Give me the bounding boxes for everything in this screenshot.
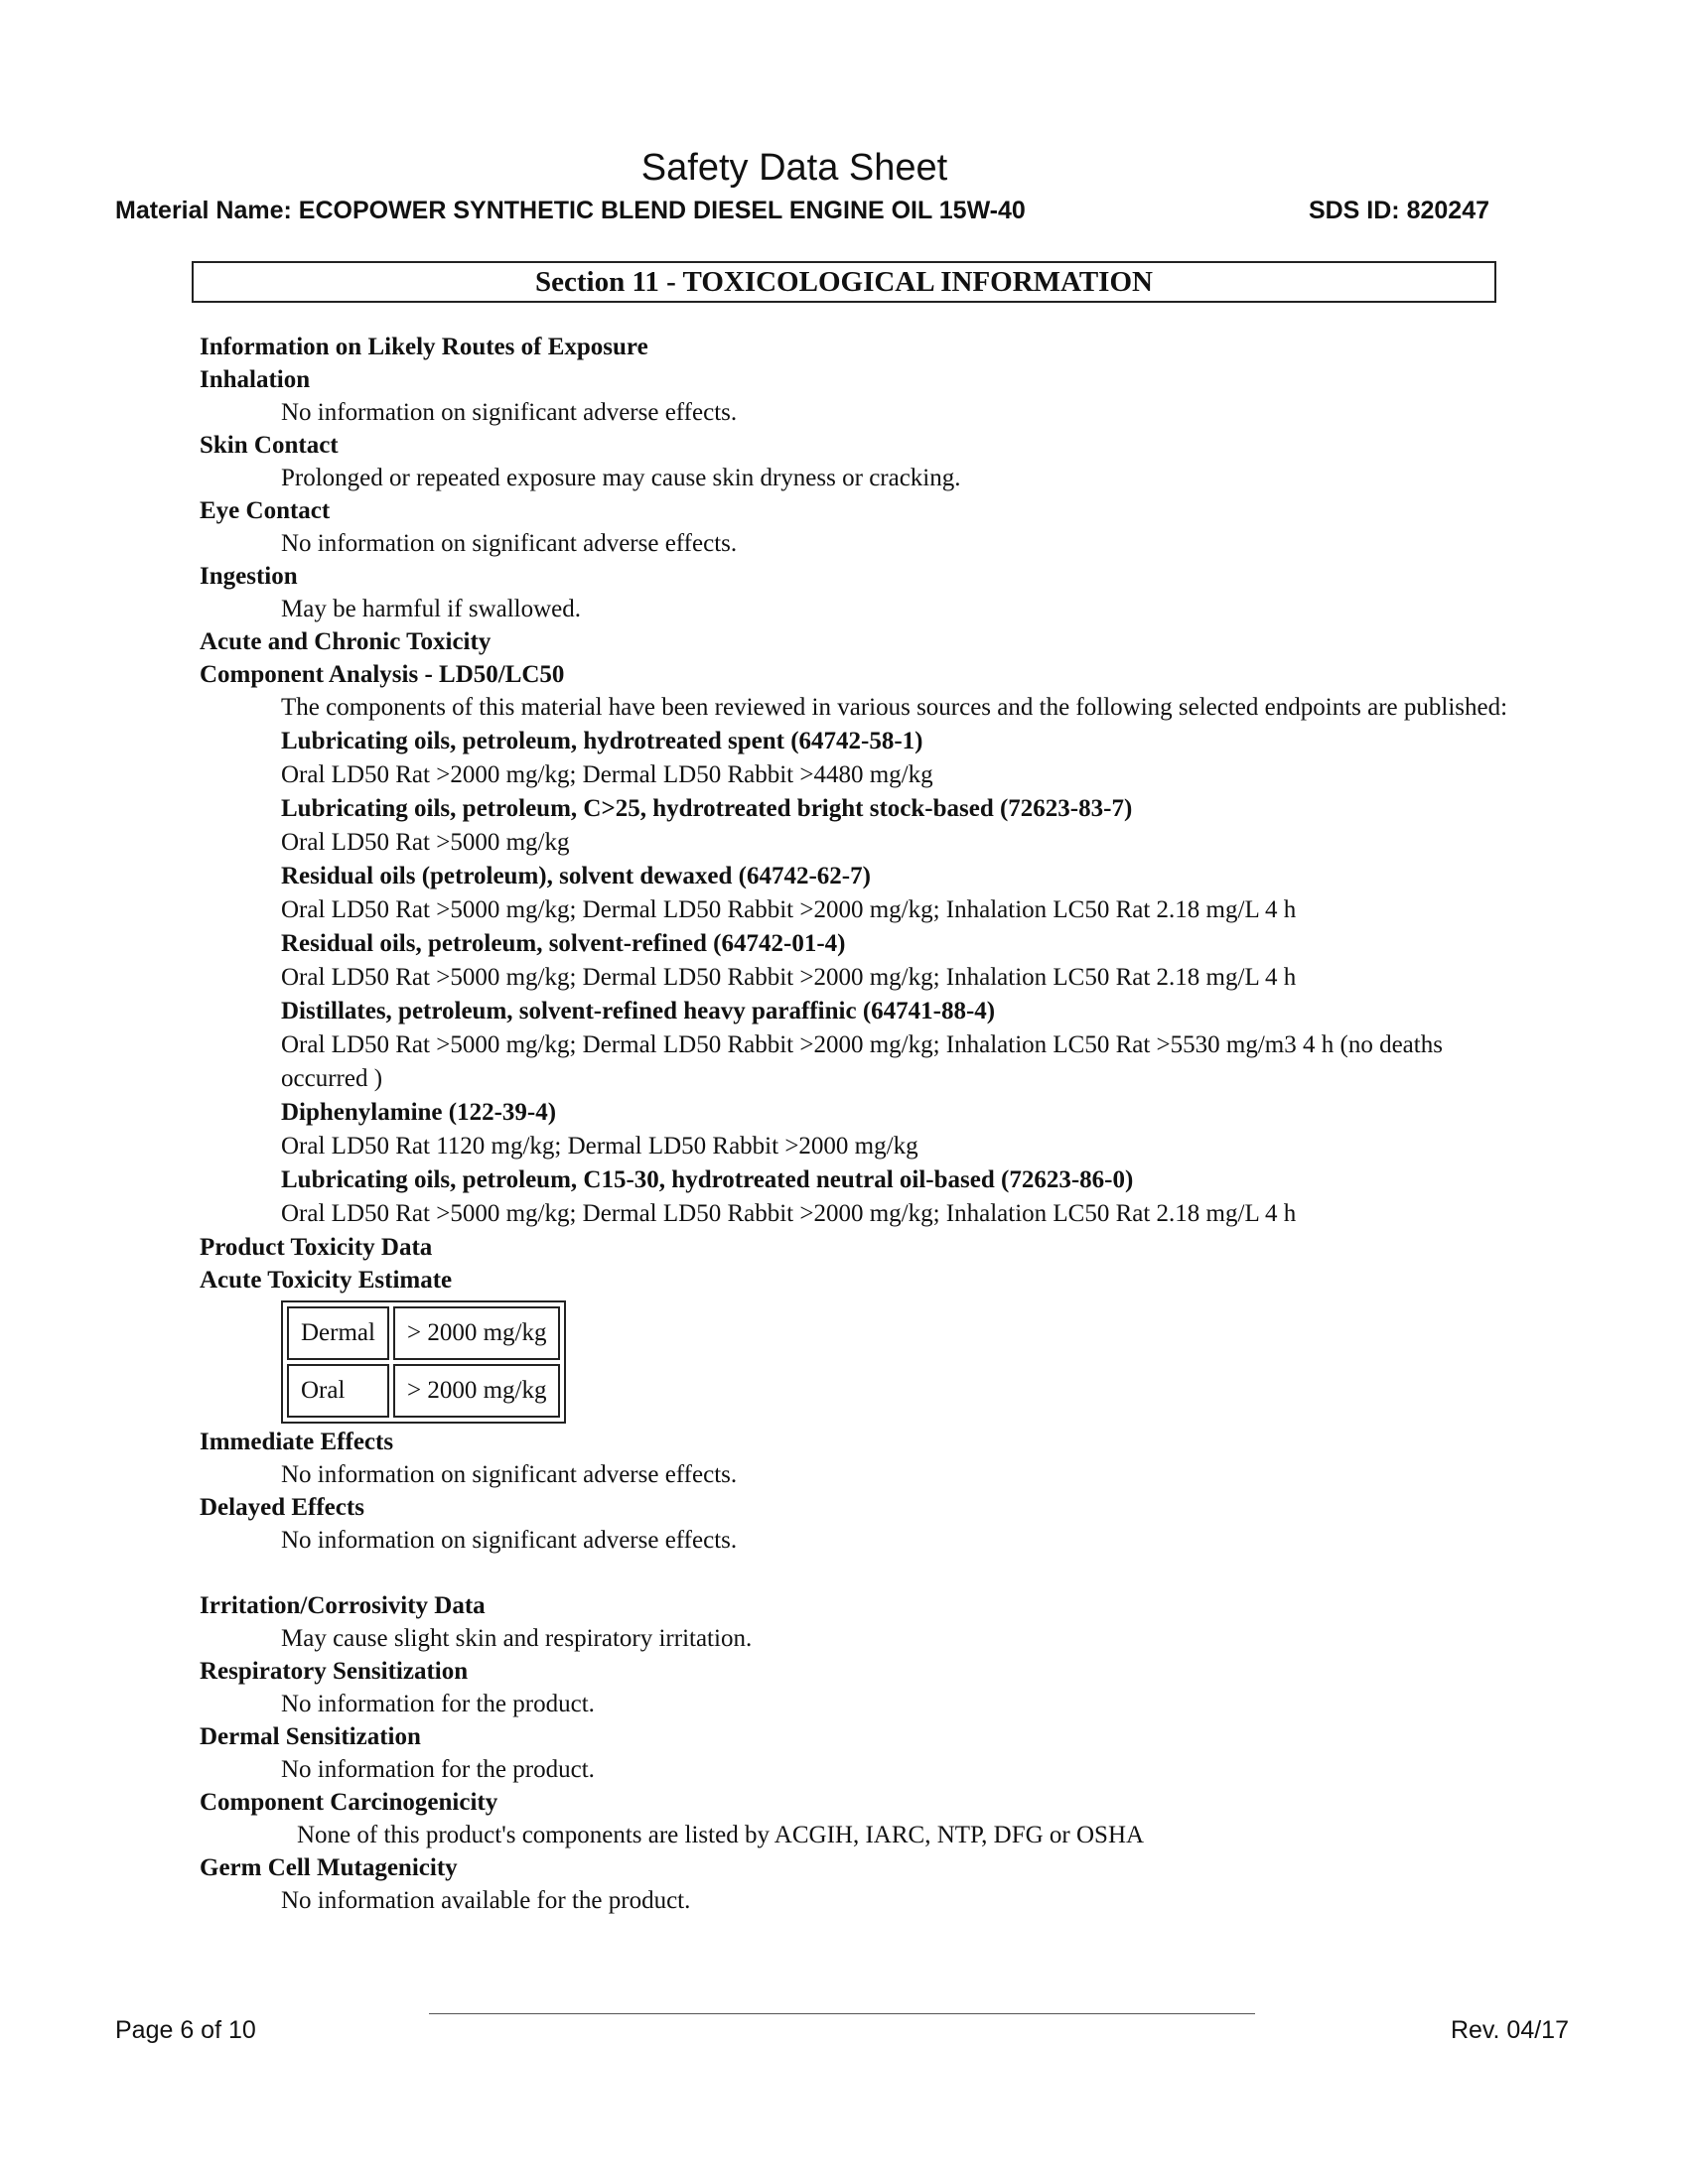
sds-id: SDS ID: 820247 xyxy=(1308,197,1489,224)
component-values: Oral LD50 Rat 1120 mg/kg; Dermal LD50 Rabbit >2000 mg/kg xyxy=(281,1133,918,1160)
page-number: Page 6 of 10 xyxy=(115,2016,256,2044)
component-name: Lubricating oils, petroleum, C15-30, hydrotreated neutral oil-based (72623-86-0) xyxy=(281,1166,1134,1193)
document-title: Safety Data Sheet xyxy=(640,147,948,189)
table-row xyxy=(287,1364,560,1418)
revision: Rev. 04/17 xyxy=(1450,2016,1569,2044)
routes-heading: Information on Likely Routes of Exposure xyxy=(200,334,648,360)
eye-contact-text: No information on significant adverse effects. xyxy=(281,530,738,557)
footer-divider xyxy=(429,2013,1255,2014)
immediate-effects-heading: Immediate Effects xyxy=(200,1429,394,1455)
section-content xyxy=(200,331,1510,1917)
table-cell-value: > 2000 mg/kg xyxy=(393,1306,561,1360)
mutagenicity-heading: Germ Cell Mutagenicity xyxy=(200,1854,458,1881)
immediate-effects-text: No information on significant adverse effects. xyxy=(281,1461,738,1488)
ate-heading: Acute Toxicity Estimate xyxy=(200,1267,453,1294)
ingestion-heading: Ingestion xyxy=(200,563,298,590)
skin-contact-heading: Skin Contact xyxy=(200,432,339,459)
component-name: Residual oils (petroleum), solvent dewaxed (64742-62-7) xyxy=(281,863,871,889)
component-values: Oral LD50 Rat >5000 mg/kg xyxy=(281,829,570,856)
component-values: Oral LD50 Rat >2000 mg/kg; Dermal LD50 Rabbit >4480 mg/kg xyxy=(281,761,933,788)
material-name: Material Name: ECOPOWER SYNTHETIC BLEND DIESEL ENGINE OIL 15W-40 xyxy=(115,197,1026,224)
component-name: Distillates, petroleum, solvent-refined heavy paraffinic (64741-88-4) xyxy=(281,998,996,1024)
component-name: Residual oils, petroleum, solvent-refined (64742-01-4) xyxy=(281,930,846,957)
component-values: Oral LD50 Rat >5000 mg/kg; Dermal LD50 Rabbit >2000 mg/kg; Inhalation LC50 Rat 2.18 mg/L 4 h xyxy=(281,1200,1297,1227)
carcinogenicity-text: None of this product's components are listed by ACGIH, IARC, NTP, DFG or OSHA xyxy=(297,1822,1145,1848)
table-cell-route: Oral xyxy=(287,1364,389,1418)
component-values: Oral LD50 Rat >5000 mg/kg; Dermal LD50 Rabbit >2000 mg/kg; Inhalation LC50 Rat 2.18 mg/L 4 h xyxy=(281,964,1297,991)
irritation-text: May cause slight skin and respiratory irritation. xyxy=(281,1625,753,1652)
table-cell-route: Dermal xyxy=(287,1306,389,1360)
delayed-effects-text: No information on significant adverse effects. xyxy=(281,1527,738,1554)
delayed-effects-heading: Delayed Effects xyxy=(200,1494,364,1521)
component-analysis-heading: Component Analysis - LD50/LC50 xyxy=(200,661,565,688)
inhalation-text: No information on significant adverse effects. xyxy=(281,399,738,426)
product-toxicity-heading: Product Toxicity Data xyxy=(200,1234,433,1261)
inhalation-heading: Inhalation xyxy=(200,366,311,393)
component-name: Diphenylamine (122-39-4) xyxy=(281,1099,557,1126)
component-name: Lubricating oils, petroleum, hydrotreated spent (64742-58-1) xyxy=(281,728,923,754)
mutagenicity-text: No information available for the product. xyxy=(281,1887,691,1914)
component-values: Oral LD50 Rat >5000 mg/kg; Dermal LD50 Rabbit >2000 mg/kg; Inhalation LC50 Rat 2.18 mg/L 4 h xyxy=(281,896,1297,923)
component-name: Lubricating oils, petroleum, C>25, hydrotreated bright stock-based (72623-83-7) xyxy=(281,795,1133,822)
section-title: Section 11 - TOXICOLOGICAL INFORMATION xyxy=(192,261,1496,303)
acute-chronic-heading: Acute and Chronic Toxicity xyxy=(200,628,492,655)
acute-toxicity-table xyxy=(281,1300,566,1424)
respiratory-sensitization-heading: Respiratory Sensitization xyxy=(200,1658,469,1685)
ingestion-text: May be harmful if swallowed. xyxy=(281,596,582,622)
table-row xyxy=(287,1306,560,1360)
component-analysis-intro: The components of this material have been reviewed in various sources and the following selected endpoints are published: xyxy=(281,694,1508,721)
dermal-sensitization-text: No information for the product. xyxy=(281,1756,595,1783)
carcinogenicity-heading: Component Carcinogenicity xyxy=(200,1789,498,1816)
table-cell-value: > 2000 mg/kg xyxy=(393,1364,561,1418)
irritation-heading: Irritation/Corrosivity Data xyxy=(200,1592,486,1619)
spacer xyxy=(200,1557,1510,1589)
respiratory-sensitization-text: No information for the product. xyxy=(281,1691,595,1717)
skin-contact-text: Prolonged or repeated exposure may cause skin dryness or cracking. xyxy=(281,465,961,491)
component-values: Oral LD50 Rat >5000 mg/kg; Dermal LD50 Rabbit >2000 mg/kg; Inhalation LC50 Rat >5530 mg/m3 4 h (no deaths occurred ) xyxy=(281,1031,1443,1092)
dermal-sensitization-heading: Dermal Sensitization xyxy=(200,1723,421,1750)
eye-contact-heading: Eye Contact xyxy=(200,497,331,524)
